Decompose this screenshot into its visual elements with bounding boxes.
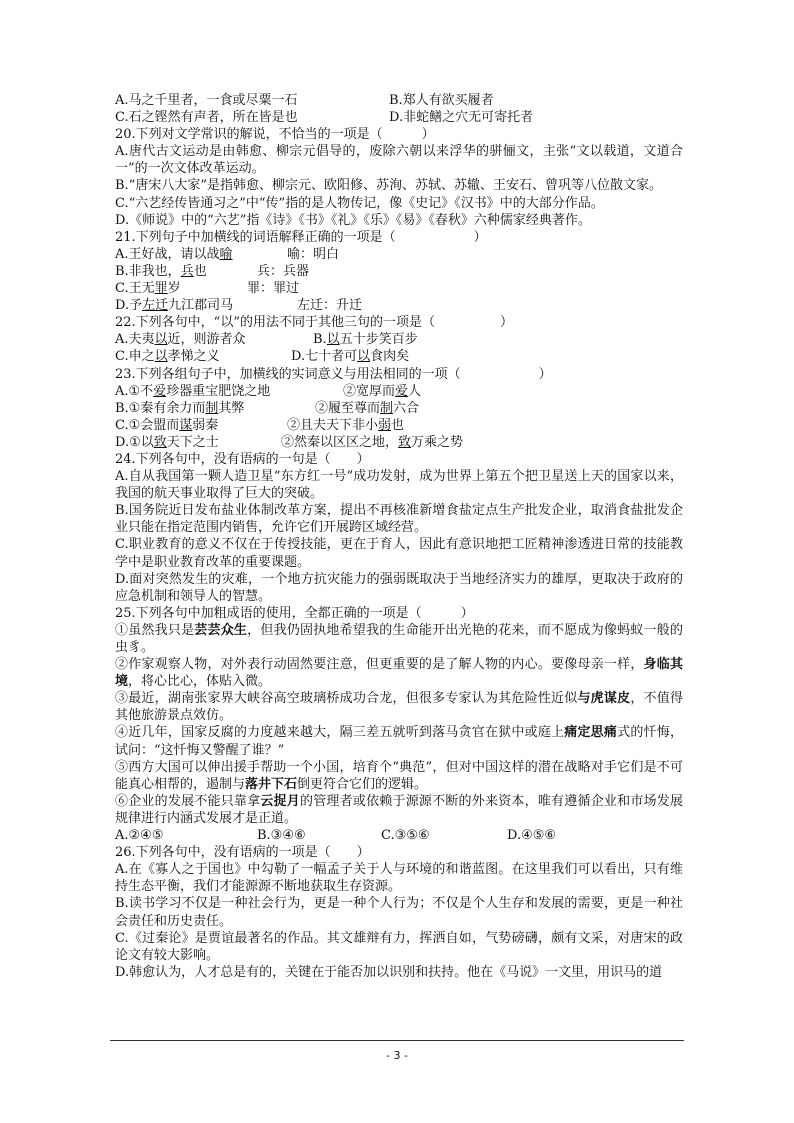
- q21-b-text: B.非我也，: [115, 263, 181, 279]
- q21-b-text-post: 也: [193, 263, 207, 279]
- q22-option-d: [291, 348, 409, 365]
- q23-c1-text-post: 弱秦: [192, 417, 219, 433]
- q20-option-b: B.“唐宋八大家”是指韩愈、柳宗元、欧阳修、苏洵、苏轼、苏辙、王安石、曾巩等八位散文家。: [115, 178, 662, 194]
- q25-sentence-3: [115, 690, 683, 724]
- q25-s2-text: ②作家观察人物，对外表行动固然要注意，但更重要的是了解人物的内心。要像母亲一样，: [115, 657, 644, 673]
- q22-d-text-post: 食肉矣: [370, 349, 410, 365]
- q21-a-text: A.王好战，请以战: [115, 246, 220, 262]
- q25-s1-text-post: ，但我仍固执地希望我的生命能开出光艳的花来，而不愿成为像蚂蚁一般的虫豸。: [115, 622, 683, 655]
- q25-s2-text-post: ，将心比心，体贴入微。: [128, 674, 272, 690]
- q23-d1-text: D.①以: [115, 434, 154, 450]
- q22-option-b: [313, 331, 418, 348]
- q19-options-row-1: [115, 92, 683, 109]
- q22-b-text-post: 五十步笑百步: [339, 332, 418, 348]
- q25-sentence-4: [115, 724, 683, 758]
- q22-option-c: [115, 348, 291, 365]
- q23-c2-text-post: 也: [391, 417, 405, 433]
- q23-a1-text-post: 珍器重宝肥饶之地: [166, 383, 271, 399]
- q25-sentence-2: [115, 656, 683, 690]
- q23-a1-underlined-word: 爱: [153, 383, 167, 399]
- q20-option-d: D.《师说》中的“六艺”指《诗》《书》《礼》《乐》《易》《春秋》六种儒家经典著作。: [115, 212, 591, 228]
- q25-stem: 25.下列各句中加粗成语的使用，全都正确的一项是（ ）: [115, 605, 474, 621]
- q22-b-text: B.: [313, 332, 327, 348]
- q25-s2-bold-idiom: 身临其境: [115, 657, 683, 690]
- q21-stem: 21.下列句子中加横线的词语解释正确的一项是（ ）: [115, 229, 487, 245]
- q21-d-text: D.予: [115, 298, 143, 314]
- q19-option-c: C.石之铿然有声者，所在皆是也: [115, 110, 298, 126]
- q25-s3-text: ③最近，湖南张家界大峡谷高空玻璃桥成功合龙，但很多专家认为其危险性近似: [115, 691, 578, 707]
- q23-d2-text: ②然秦以区区之地，: [281, 434, 399, 450]
- q22-d-text: D.七十者可: [291, 349, 358, 365]
- q25-s1-bold-idiom: 芸芸众生: [194, 622, 248, 638]
- q25-s3-bold-idiom: 与虎谋皮: [577, 691, 631, 707]
- q23-option-a: [115, 383, 683, 400]
- q23-a2-underlined-word: 爱: [395, 383, 409, 399]
- q22-c-underlined-word: 以: [154, 349, 168, 365]
- q23-option-d: [115, 434, 683, 451]
- q23-a1-text: A.①不: [115, 383, 154, 399]
- q24-option-b: B.国务院近日发布盐业体制改革方案，提出不再核准新增食盐定点生产批发企业，取消食盐批发企业只能在指定范围内销售，允许它们开展跨区域经营。: [115, 503, 683, 536]
- q21-b-underlined-word: 兵: [180, 263, 194, 279]
- q23-stem: 23.下列各组句子中，加横线的实词意义与用法相同的一项（ ）: [115, 366, 552, 382]
- q23-c1-underlined-word: 谋: [179, 417, 193, 433]
- q24-option-a: A.自从我国第一颗人造卫星“东方红一号”成功发射，成为世界上第五个把卫星送上天的国家以来，我国的航天事业取得了巨大的突破。: [115, 469, 683, 502]
- footer-divider: [110, 1040, 684, 1041]
- q25-options-row: [115, 827, 683, 844]
- q25-s1-text: ①虽然我只是: [115, 622, 195, 638]
- q23-b2-text: ②履至尊而: [315, 400, 381, 416]
- q23-b1-text-post: 其弊: [218, 400, 245, 416]
- q22-d-underlined-word: 以: [357, 349, 371, 365]
- q25-option-c: C.③⑤⑥: [381, 828, 430, 844]
- q25-s5-text: ⑤西方大国可以伸出援手帮助一个小国，培育个“典范”，但对中国这样的潜在战略对手它们是不可能真心相帮的，遏制与: [115, 759, 683, 792]
- q23-b1-underlined-word: 制: [205, 400, 219, 416]
- q25-s4-text-post: 式的忏悔，试问：“这忏悔又警醒了谁？”: [115, 725, 683, 758]
- q22-a-underlined-word: 以: [154, 332, 168, 348]
- q23-b2-underlined-word: 制: [380, 400, 394, 416]
- q24-option-c: C.职业教育的意义不仅在于传授技能，更在于育人，因此有意识地把工匠精神渗透进日常的技能教学中是职业教育改革的重要课题。: [115, 537, 683, 570]
- q23-d1-underlined-word: 致: [153, 434, 167, 450]
- q25-s3-text-post: ，不值得其他旅游景点效仿。: [115, 691, 683, 724]
- q22-a-text: A.夫夷: [115, 332, 155, 348]
- q25-option-a: A.②④⑤: [115, 828, 164, 844]
- q22-c-text: C.申之: [115, 349, 155, 365]
- q20-stem: 20.下列对文学常识的解说，不恰当的一项是（ ）: [115, 127, 435, 143]
- q21-c-gloss: 罪：罪过: [247, 281, 300, 297]
- q25-option-b: B.③④⑥: [257, 828, 306, 844]
- q23-a2-text: ②宽厚而: [343, 383, 396, 399]
- q25-s6-text: ⑥企业的发展不能只靠拿: [115, 793, 261, 809]
- q21-d-gloss: 左迁：升迁: [297, 298, 363, 314]
- q23-c2-text: ②且夫天下非小: [287, 417, 379, 433]
- q22-option-a: [115, 331, 313, 348]
- q25-sentence-5: [115, 759, 683, 793]
- q23-c1-text: C.①会盟而: [115, 417, 180, 433]
- q22-options-row-1: [115, 331, 683, 348]
- q23-option-c: [115, 417, 683, 434]
- q22-a-text-post: 近，则游者众: [167, 332, 246, 348]
- page-number: - 3 -: [386, 1049, 408, 1062]
- q23-c2-underlined-word: 弱: [378, 417, 392, 433]
- q25-s6-text-post: 的管理者或依赖于源源不断的外来资本，唯有遵循企业和市场发展规律进行内涵式发展才是正道。: [115, 793, 683, 826]
- q25-option-d: D.④⑤⑥: [507, 828, 557, 844]
- q25-s4-bold-idiom: 痛定思痛: [564, 725, 618, 741]
- q20-option-a: A.唐代古文运动是由韩愈、柳宗元倡导的，废除六朝以来浮华的骈俪文，主张“文以载道，文道合一”的一次文体改革运动。: [115, 144, 683, 177]
- q26-stem: 26.下列各句中，没有语病的一项是（ ）: [115, 845, 370, 861]
- q23-d2-text-post: 万乘之势: [411, 434, 464, 450]
- q26-option-b: B.读书学习不仅是一种社会行为，更是一种个人行为；不仅是个人生存和发展的需要，更是一种社会责任和历史责任。: [115, 896, 683, 929]
- q21-c-text-post: 岁: [167, 281, 181, 297]
- q25-s4-text: ④近几年，国家反腐的力度越来越大，隔三差五就听到落马贪官在狱中或庭上: [115, 725, 565, 741]
- q21-a-gloss: 喻：明白: [287, 246, 340, 262]
- q24-option-d: D.面对突然发生的灾难，一个地方抗灾能力的强弱既取决于当地经济实力的雄厚，更取决于政府的应急机制和领导人的智慧。: [115, 571, 683, 604]
- q21-option-a: [115, 246, 683, 263]
- q25-s5-text-post: 倒更符合它们的逻辑。: [297, 776, 428, 792]
- q25-sentence-1: [115, 622, 683, 656]
- q26-option-c: C.《过秦论》是贾谊最著名的作品。其文雄辩有力，挥洒自如，气势磅礴，颇有文采，对唐宋的政论文有较大影响。: [115, 930, 683, 963]
- q25-s6-bold-idiom: 云捉月: [260, 793, 300, 809]
- q19-option-b: B.郑人有欲买履者: [389, 93, 494, 108]
- exam-page-body: [115, 92, 683, 981]
- q22-options-row-2: [115, 348, 683, 365]
- q21-a-underlined-word: 喻: [219, 246, 233, 262]
- q22-b-underlined-word: 以: [326, 332, 340, 348]
- q26-option-a: A.在《寡人之于国也》中勾勒了一幅孟子关于人与环境的和谐蓝图。在这里我们可以看出，只有维持生态平衡，我们才能源源不断地获取生存资源。: [115, 862, 683, 895]
- q23-b1-text: B.①秦有余力而: [115, 400, 206, 416]
- q21-d-underlined-word: 左迁: [142, 298, 169, 314]
- q22-c-text-post: 孝悌之义: [167, 349, 220, 365]
- q21-option-d: [115, 297, 683, 314]
- q23-option-b: [115, 400, 683, 417]
- q23-d1-text-post: 天下之士: [166, 434, 219, 450]
- q19-option-a: A.马之千里者，一食或尽粟一石: [115, 93, 298, 108]
- q21-option-b: [115, 263, 683, 280]
- q21-c-text: C.王无: [115, 281, 155, 297]
- q19-option-d: D.非蛇鳝之穴无可寄托者: [389, 110, 534, 126]
- q23-d2-underlined-word: 致: [398, 434, 412, 450]
- q20-option-c: C.“六艺经传皆通习之”中“传”指的是人物传记，像《史记》《汉书》中的大部分作品。: [115, 195, 604, 211]
- q19-options-row-2: [115, 109, 683, 126]
- q23-a2-text-post: 人: [408, 383, 422, 399]
- q21-option-c: [115, 280, 683, 297]
- q21-b-gloss: 兵：兵器: [257, 263, 310, 279]
- q21-c-underlined-word: 罪: [154, 281, 168, 297]
- q23-b2-text-post: 六合: [393, 400, 420, 416]
- q24-stem: 24.下列各句中，没有语病的一句是（ ）: [115, 451, 370, 467]
- q26-option-d: D.韩愈认为，人才总是有的，关键在于能否加以识别和扶持。他在《马说》一文里，用识马的道: [115, 964, 663, 980]
- q25-s5-bold-idiom: 落井下石: [245, 776, 298, 792]
- q21-d-text-post: 九江郡司马: [168, 298, 234, 314]
- q22-stem: 22.下列各句中，“以”的用法不同于其他三句的一项是（ ）: [115, 315, 513, 331]
- q25-sentence-6: [115, 793, 683, 827]
